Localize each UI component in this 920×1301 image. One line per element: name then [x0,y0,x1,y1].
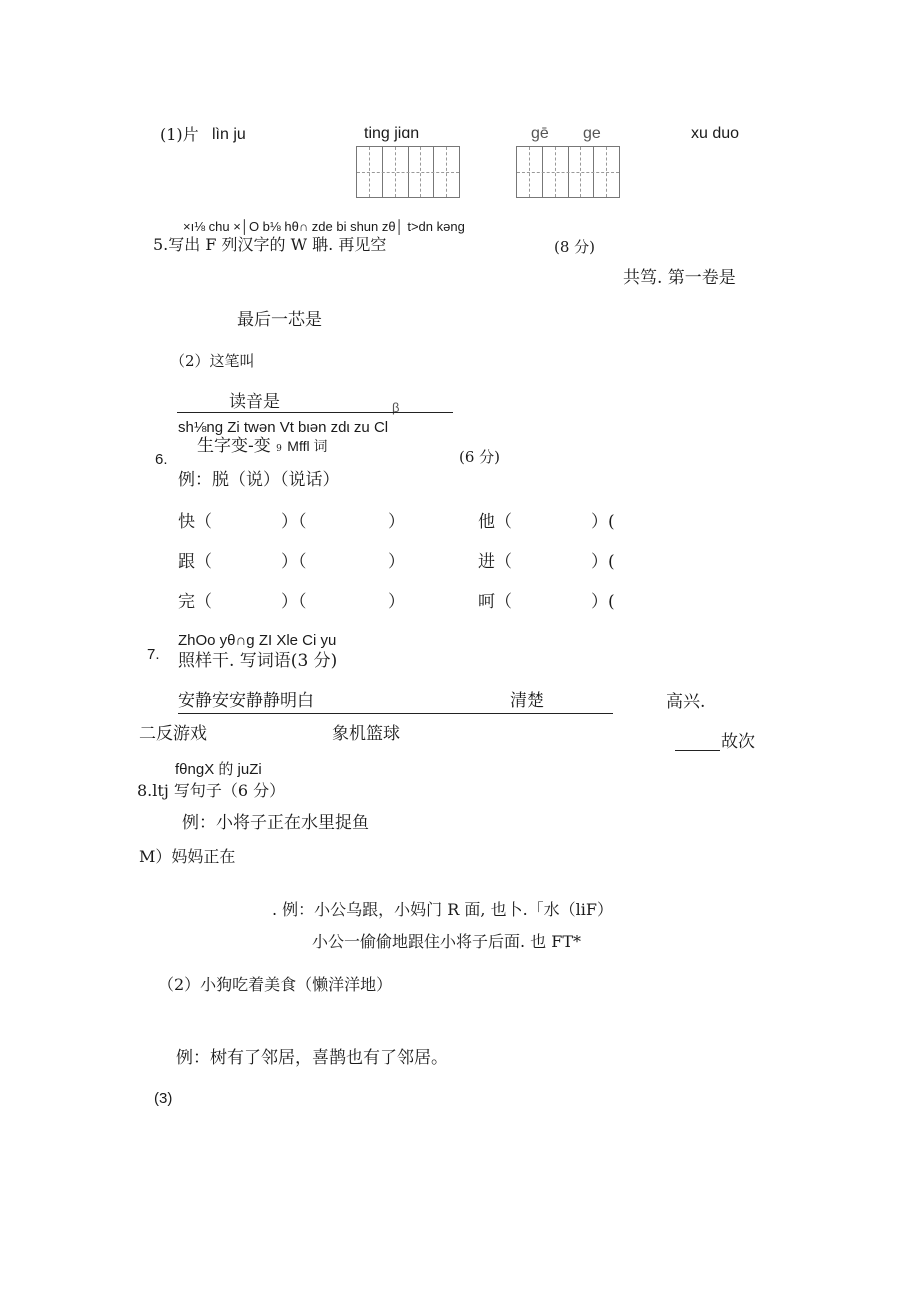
answer-line [177,412,453,413]
pinyin-row: ×ı⅛ chu ×│O b⅛ hθ∩ zde bi shun zθ│ t>dn kəng [183,219,465,234]
q5-line-2: 最后一芯是 [237,310,322,330]
q8-item-1: M）妈妈正在 [139,847,236,866]
q6-row-1-a: 快（ [178,512,212,532]
q8-example-2a: . 例：小公乌跟，小妈门 R 面, 也卜.「水（liF） [272,900,613,919]
q6-row-3-d: 呵（ [478,592,512,612]
q6-row-3-e: ）( [591,592,615,612]
pinyin-ting-jian: ting jiɑn [364,125,420,142]
pinyin-xu-duo: xu duo [691,125,740,142]
q5-score: (8 分) [554,238,596,256]
q6-title: 生字变-变 9 Mffl 词 [197,436,328,456]
q5-line-4-mark: β [392,400,400,415]
q6-row-2-d: 进（ [478,552,512,572]
q7-row-2-c: 故次 [721,732,755,752]
q7-row-1-a: 安静安安静静明白 [178,691,314,711]
writing-grid-1[interactable] [356,146,460,198]
q8-pinyin: fθngX 的 juZi [175,761,262,778]
writing-grid-2[interactable] [516,146,620,198]
q8-title: 8.ltj 写句子（6 分） [137,781,286,800]
q6-row-2-c: ） [388,552,405,572]
q7-blank-line [675,750,720,751]
pinyin-ge-2: ge [583,125,601,142]
q6-example: 例：脱（说）（说话） [178,470,340,490]
q5-line-1: 共笃. 第一卷是 [623,268,736,288]
q7-row-2-a: 二反游戏 [139,724,207,744]
q8-example-3: 例：树有了邻居，喜鹊也有了邻居。 [176,1048,448,1068]
q6-row-1-b: ）（ [281,512,307,532]
q6-row-1-e: ）( [591,512,615,532]
q7-pinyin: ZhOo yθ∩g ZI Xle Ci yu [178,632,337,649]
q5-line-4: 读音是 [229,392,280,412]
q6-pinyin: sh⅛ng Zi twən Vt bιən zdι zu Cl [178,419,389,436]
q6-number: 6. [155,451,168,468]
q7-number: 7. [147,646,160,663]
q7-row-1-b: 清楚 [510,691,544,711]
q6-row-1-d: 他（ [478,512,512,532]
q7-answer-line [178,713,613,714]
q6-row-2-a: 跟（ [178,552,212,572]
pinyin-ge-1: gē [531,125,549,142]
q8-example-2b: 小公一偷偷地跟住小将子后面. 也 FT* [312,932,582,951]
q7-title: 照样干. 写词语(3 分) [178,651,338,671]
item-1-label: (1)片 [160,125,199,144]
q8-example-1: 例：小将子正在水里捉鱼 [182,813,369,833]
q6-row-3-c: ） [388,592,405,612]
q8-item-3: (3) [154,1090,173,1107]
q7-row-2-b: 象机篮球 [332,724,400,744]
q6-row-2-e: ）( [591,552,615,572]
q6-row-1-c: ） [388,512,405,532]
q8-item-2: （2）小狗吃着美食（懒洋洋地） [158,975,393,994]
q5-title: 5.写出 F 列汉字的 W 聃. 再见空 [153,235,387,254]
q6-row-3-b: ）（ [281,592,307,612]
pinyin-lin-ju: lìn ju [212,126,246,143]
q5-line-3: （2）这笔叫 [170,352,255,370]
q7-row-1-c: 高兴. [666,692,706,712]
q6-row-2-b: ）（ [281,552,307,572]
q6-row-3-a: 完（ [178,592,212,612]
q6-score: (6 分) [459,448,501,466]
